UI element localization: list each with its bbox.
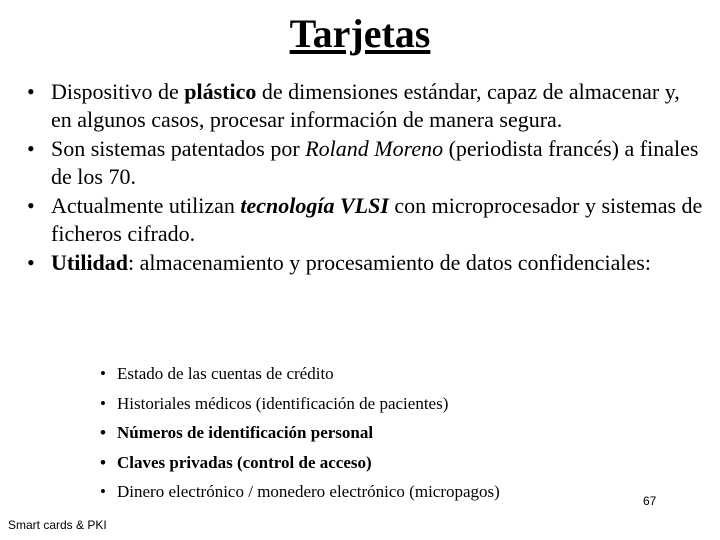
slide-title: Tarjetas <box>289 11 431 56</box>
bullet-text: : almacenamiento y procesamiento de datos confidenciales: <box>128 250 651 275</box>
sub-bullet-item: • Números de identificación personal <box>100 418 700 448</box>
bullet-emphasis: Roland Moreno <box>305 136 444 161</box>
bullet-text: Son sistemas patentados por <box>51 136 306 161</box>
slide-number: 67 <box>643 494 657 508</box>
bullet-emphasis: plástico <box>184 79 257 104</box>
bullet-emphasis: Utilidad <box>51 250 129 275</box>
bullet-text: con microprocesador y sistemas de ficheros cifrado. <box>51 193 703 246</box>
footer-text: Smart cards & PKI <box>8 518 107 532</box>
bullet-emphasis: tecnología VLSI <box>240 193 389 218</box>
bullet-text: Dispositivo de <box>51 79 185 104</box>
sub-bullet-item: • Dinero electrónico / monedero electrónico (micropagos) <box>100 477 700 507</box>
sub-bullet-item: • Claves privadas (control de acceso) <box>100 448 700 478</box>
bullet-list <box>26 78 706 278</box>
bullet-text: Actualmente utilizan <box>51 193 241 218</box>
sub-bullet-item: • Estado de las cuentas de crédito <box>100 359 700 389</box>
bullet-item <box>26 192 706 248</box>
sub-bullet-item: • Historiales médicos (identificación de pacientes) <box>100 389 700 419</box>
bullet-text: (periodista francés) a finales de los 70. <box>51 136 699 189</box>
bullet-item <box>26 135 706 191</box>
sub-bullet-list <box>100 359 700 507</box>
bullet-item <box>26 249 706 277</box>
bullet-text: de dimensiones estándar, capaz de almacenar y, en algunos casos, procesar información de manera segura. <box>51 79 680 132</box>
bullet-item <box>26 78 706 134</box>
